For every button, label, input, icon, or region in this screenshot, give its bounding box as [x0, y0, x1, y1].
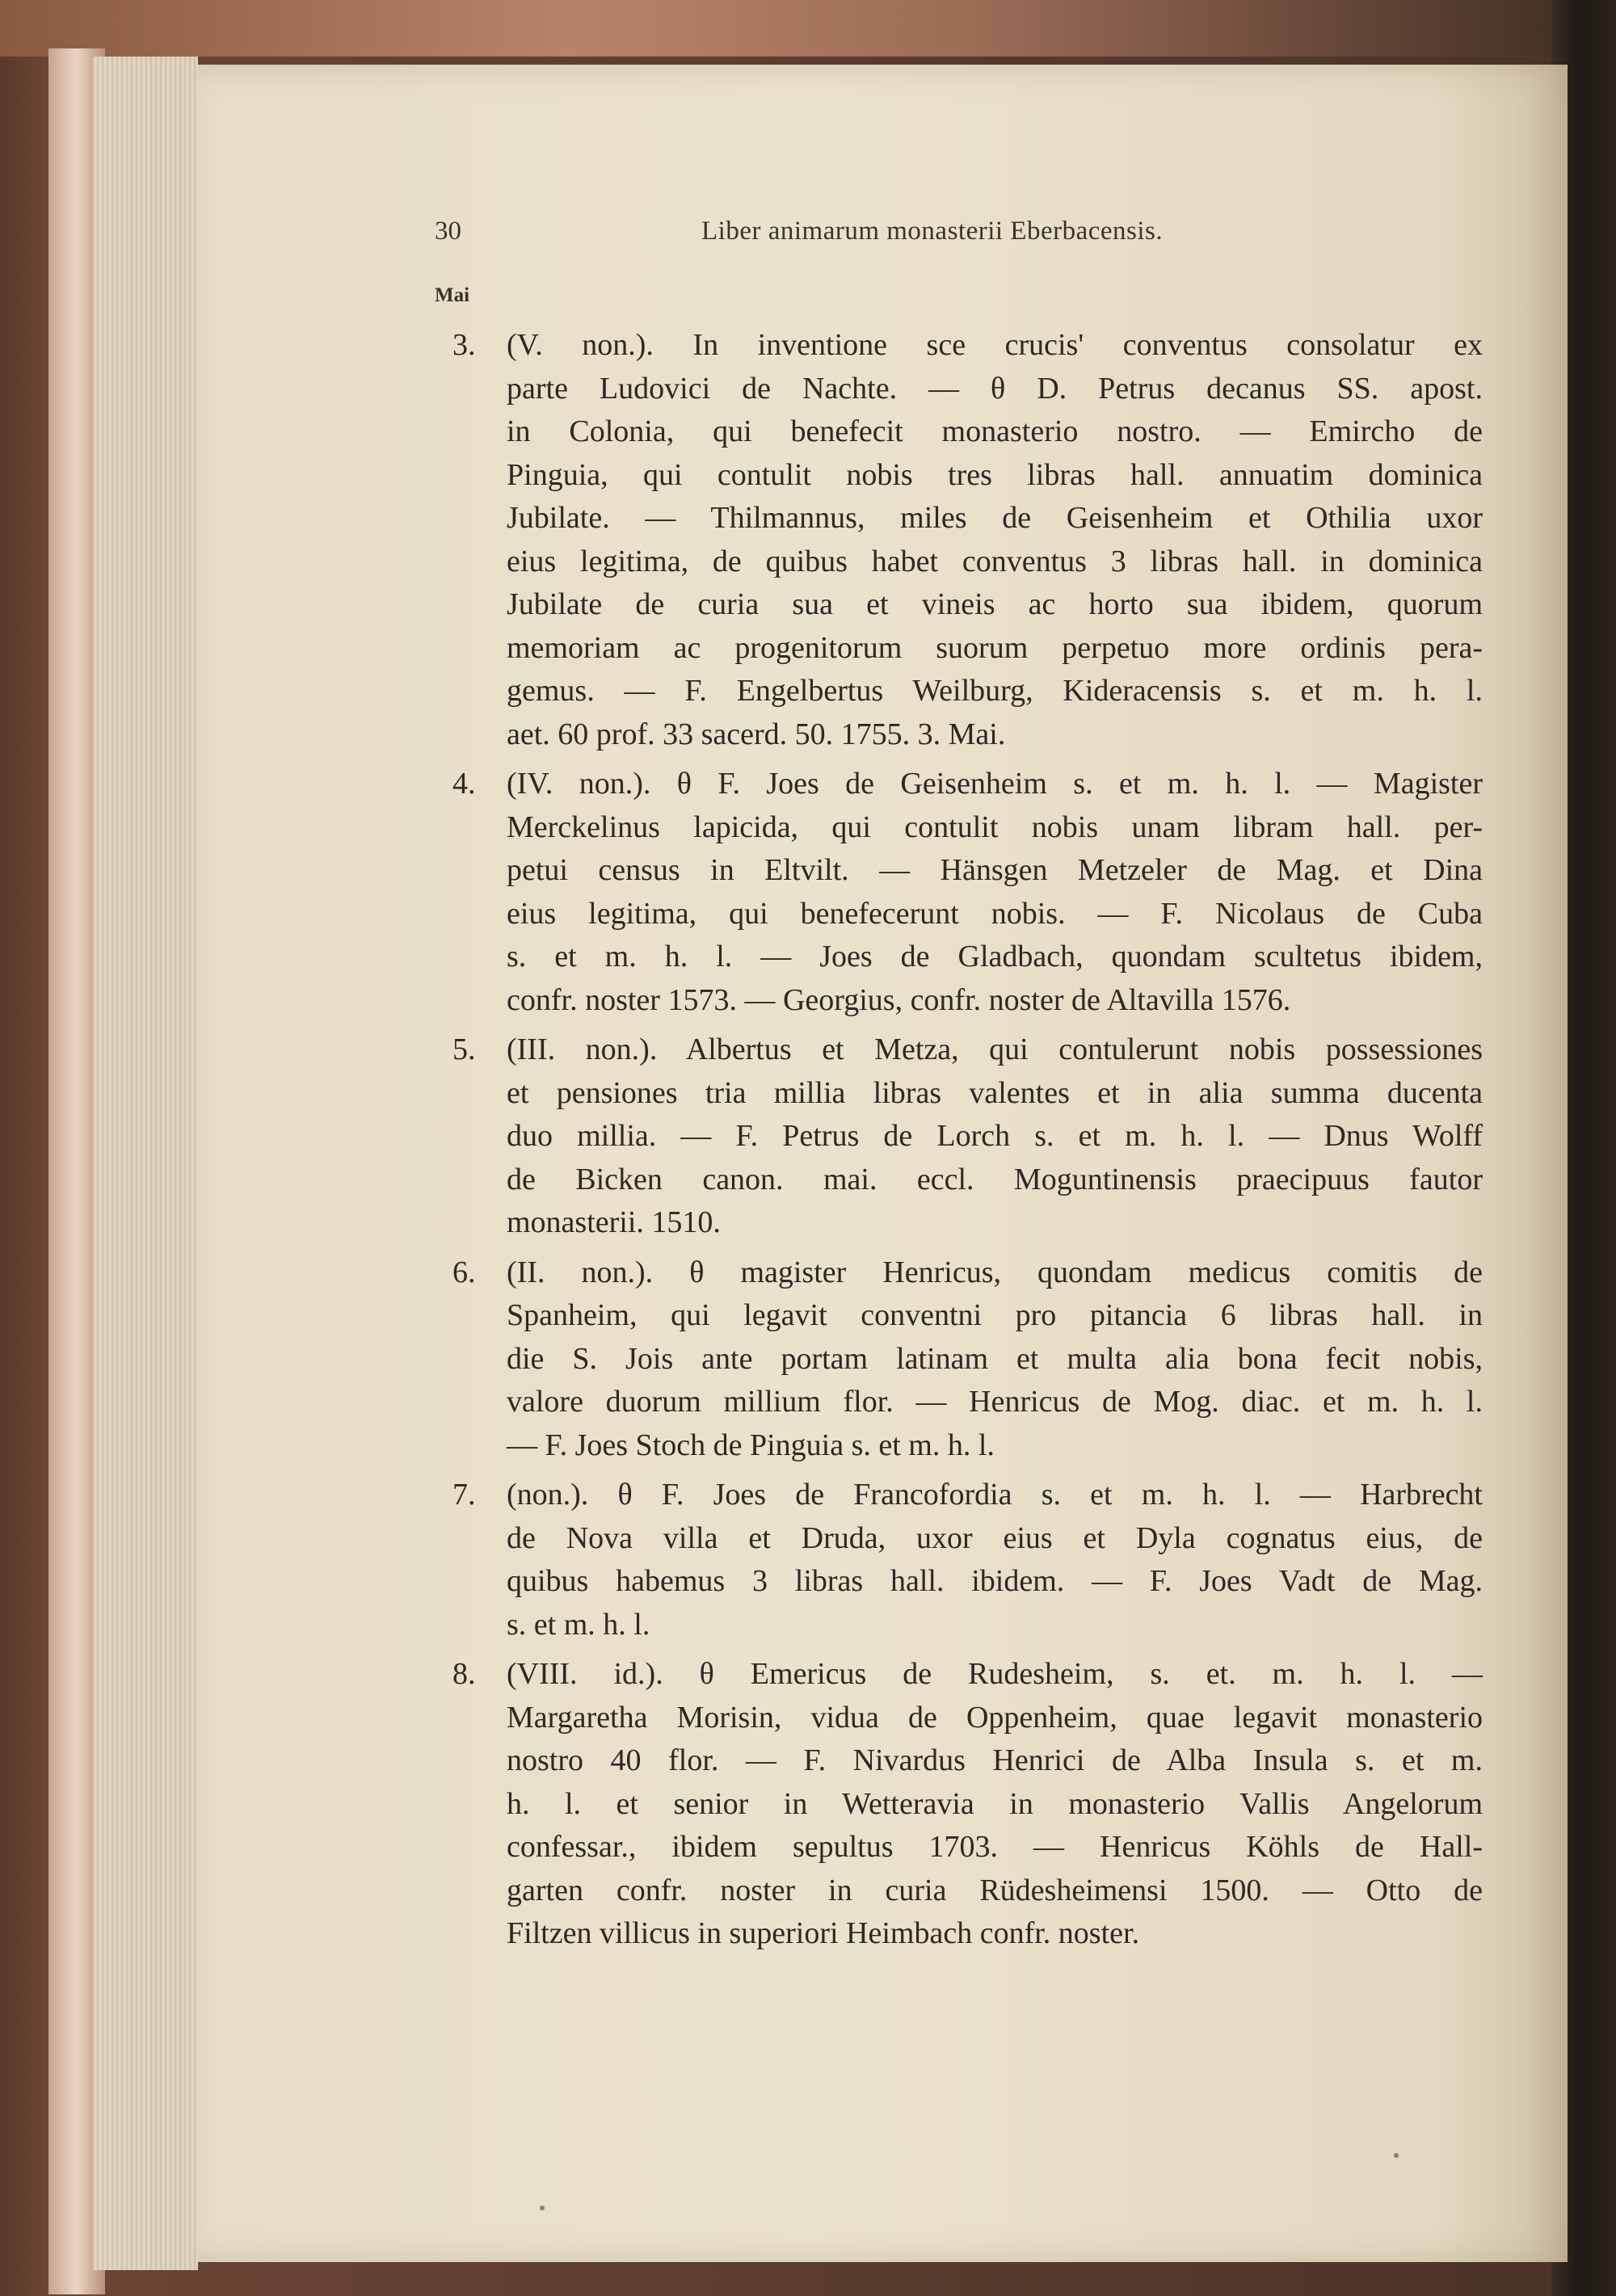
- entry-line: — F. Joes Stoch de Pinguia s. et m. h. l.: [507, 1428, 995, 1462]
- page-number: 30: [435, 217, 461, 246]
- entry-line: Margaretha Morisin, vidua de Oppenheim, quae legavit monasterio: [507, 1700, 1483, 1735]
- entry-line: (non.). θ F. Joes de Francofordia s. et m. h. l. — Harbrecht: [507, 1478, 1483, 1512]
- entry-line: gemus. — F. Engelbertus Weilburg, Kideracensis s. et m. h. l.: [507, 674, 1483, 708]
- entry-line: confessar., ibidem sepultus 1703. — Henricus Köhls de Hall-: [507, 1830, 1483, 1864]
- paper-speck: [1394, 2153, 1399, 2158]
- entry-line: eius legitima, de quibus habet conventus 3 libras hall. in dominica: [507, 544, 1483, 578]
- entry-line: Filtzen villicus in superiori Heimbach confr. noster.: [507, 1916, 1140, 1950]
- entry-line: die S. Jois ante portam latinam et multa alia bona fecit nobis,: [507, 1341, 1483, 1376]
- paper-speck: [540, 2206, 545, 2210]
- entry-line: (III. non.). Albertus et Metza, qui contulerunt nobis possessiones: [507, 1032, 1483, 1066]
- entry-line: in Colonia, qui benefecit monasterio nostro. — Emircho de: [507, 414, 1483, 448]
- month-label: Mai: [435, 284, 470, 306]
- entry-line: memoriam ac progenitorum suorum perpetuo more ordinis pera-: [507, 630, 1483, 665]
- entry-line: aet. 60 prof. 33 sacerd. 50. 1755. 3. Mai.: [507, 717, 1006, 751]
- entry-line: duo millia. — F. Petrus de Lorch s. et m. h. l. — Dnus Wolff: [507, 1119, 1483, 1153]
- entry-line: de Bicken canon. mai. eccl. Moguntinensis praecipuus fautor: [507, 1162, 1483, 1196]
- entry-line: de Nova villa et Druda, uxor eius et Dyla cognatus eius, de: [507, 1520, 1483, 1555]
- entry-line: petui census in Eltvilt. — Hänsgen Metzeler de Mag. et Dina: [507, 853, 1483, 887]
- entry-line: Jubilate. — Thilmannus, miles de Geisenheim et Othilia uxor: [507, 501, 1483, 535]
- entry-line: Jubilate de curia sua et vineis ac horto sua ibidem, quorum: [507, 587, 1483, 621]
- entry-line: (V. non.). In inventione sce crucis' conventus consolatur ex: [507, 328, 1483, 362]
- entry-line: confr. noster 1573. — Georgius, confr. noster de Altavilla 1576.: [507, 982, 1291, 1017]
- entry-line: (IV. non.). θ F. Joes de Geisenheim s. et m. h. l. — Magister: [507, 767, 1483, 801]
- entry-line: nostro 40 flor. — F. Nivardus Henrici de Alba Insula s. et m.: [507, 1743, 1483, 1777]
- entry-number: 7.: [452, 1478, 476, 1512]
- entry-line: Pinguia, qui contulit nobis tres libras hall. annuatim dominica: [507, 457, 1483, 492]
- entry-number: 4.: [452, 767, 476, 801]
- entry-line: h. l. et senior in Wetteravia in monasterio Vallis Angelorum: [507, 1786, 1483, 1821]
- entry-line: eius legitima, qui benefecerunt nobis. — F. Nicolaus de Cuba: [507, 896, 1483, 931]
- entry-line: (II. non.). θ magister Henricus, quondam medicus comitis de: [507, 1255, 1483, 1289]
- entry-line: monasterii. 1510.: [507, 1205, 721, 1239]
- entry-number: 3.: [452, 328, 476, 362]
- entry-line: s. et m. h. l. — Joes de Gladbach, quondam scultetus ibidem,: [507, 940, 1483, 973]
- entry-line: s. et m. h. l.: [507, 1607, 650, 1642]
- entry-number: 6.: [452, 1255, 476, 1289]
- entry-line: Merckelinus lapicida, qui contulit nobis unam libram hall. per-: [507, 809, 1483, 844]
- entry-line: quibus habemus 3 libras hall. ibidem. — F. Joes Vadt de Mag.: [507, 1564, 1483, 1598]
- entry-line: garten confr. noster in curia Rüdesheimensi 1500. — Otto de: [507, 1873, 1483, 1907]
- page-title: Liber animarum monasterii Eberbacensis.: [701, 217, 1164, 246]
- entry-number: 5.: [452, 1032, 476, 1066]
- entry-number: 8.: [452, 1657, 476, 1691]
- entry-line: Spanheim, qui legavit conventni pro pitancia 6 libras hall. in: [507, 1298, 1483, 1332]
- entry-line: valore duorum millium flor. — Henricus de Mog. diac. et m. h. l.: [507, 1385, 1483, 1419]
- entry-line: et pensiones tria millia libras valentes et in alia summa ducenta: [507, 1075, 1483, 1110]
- entry-line: parte Ludovici de Nachte. — θ D. Petrus decanus SS. apost.: [507, 371, 1483, 406]
- entry-line: (VIII. id.). θ Emericus de Rudesheim, s. et. m. h. l. —: [507, 1657, 1483, 1691]
